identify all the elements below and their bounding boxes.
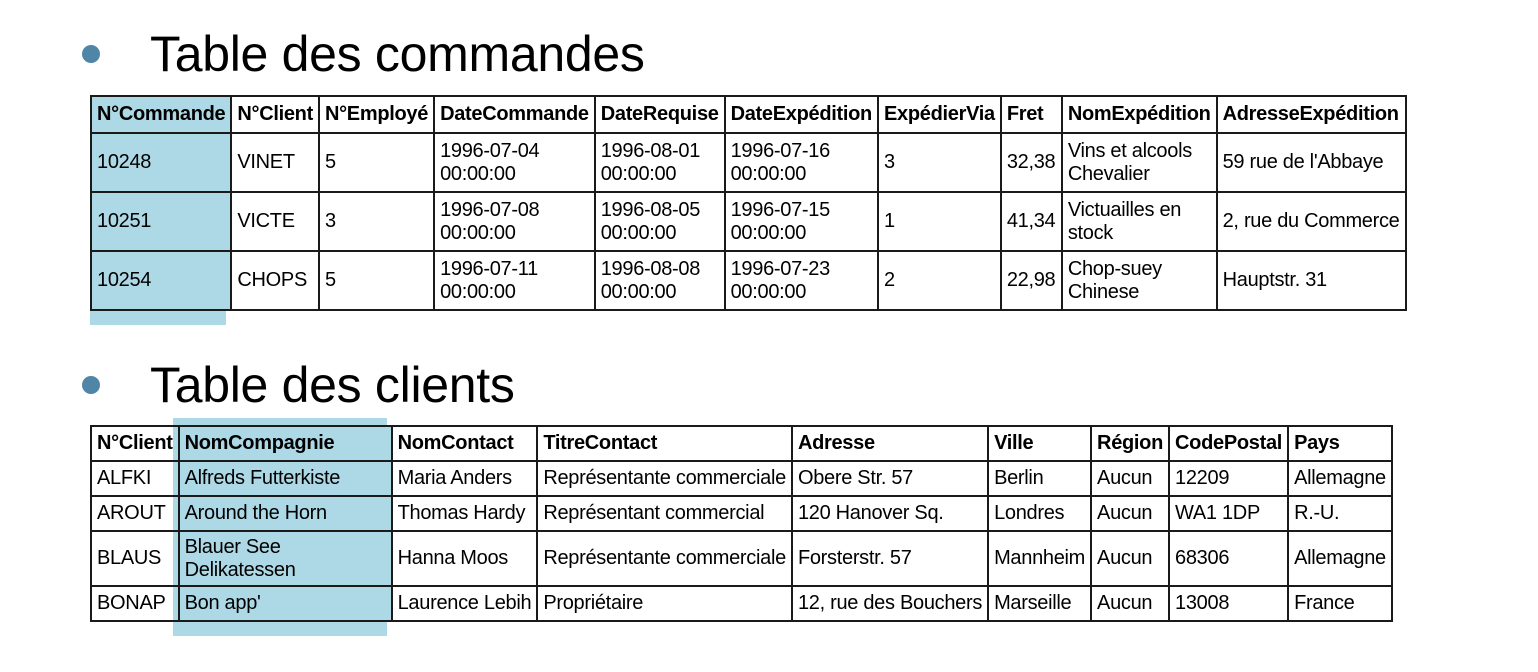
table-cell: 1996-08-05 00:00:00 (595, 192, 725, 251)
table-cell: WA1 1DP (1169, 496, 1288, 531)
column-header: N°Client (91, 426, 179, 461)
table-row (91, 531, 1392, 586)
column-header: DateCommande (434, 96, 595, 133)
table-cell: 12, rue des Bouchers (792, 586, 988, 621)
table-cell: Mannheim (988, 531, 1091, 586)
table-cell: 1996-07-16 00:00:00 (725, 133, 878, 192)
table-cell: Propriétaire (537, 586, 792, 621)
table-cell: Allemagne (1288, 461, 1392, 496)
column-header: TitreContact (537, 426, 792, 461)
table-cell: 32,38 (1001, 133, 1062, 192)
column-header: NomExpédition (1062, 96, 1217, 133)
column-header: DateRequise (595, 96, 725, 133)
table-cell: Hauptstr. 31 (1217, 251, 1406, 310)
table-cell: Aucun (1091, 461, 1169, 496)
clients-table-container (90, 425, 1393, 622)
table-cell: Bon app' (179, 586, 392, 621)
table-row (91, 192, 1406, 251)
table-cell: 41,34 (1001, 192, 1062, 251)
table-row (91, 461, 1392, 496)
table-cell: Thomas Hardy (392, 496, 538, 531)
table-cell: Forsterstr. 57 (792, 531, 988, 586)
table-cell: Représentant commercial (537, 496, 792, 531)
table-cell: 5 (319, 133, 434, 192)
orders-table (90, 95, 1407, 311)
table-cell: 68306 (1169, 531, 1288, 586)
table-cell: France (1288, 586, 1392, 621)
table-cell: 3 (319, 192, 434, 251)
table-row (91, 133, 1406, 192)
orders-header-row (91, 96, 1406, 133)
table-cell: Hanna Moos (392, 531, 538, 586)
column-header: NomCompagnie (179, 426, 392, 461)
column-header: N°Employé (319, 96, 434, 133)
table-row (91, 586, 1392, 621)
table-cell: 5 (319, 251, 434, 310)
column-header: N°Commande (91, 96, 231, 133)
table-cell: Chop-suey Chinese (1062, 251, 1217, 310)
column-header: Région (1091, 426, 1169, 461)
table-cell: R.-U. (1288, 496, 1392, 531)
table-cell: 10254 (91, 251, 231, 310)
table-cell: 2 (878, 251, 1001, 310)
table-cell: 1996-07-04 00:00:00 (434, 133, 595, 192)
table-cell: Londres (988, 496, 1091, 531)
table-cell: Allemagne (1288, 531, 1392, 586)
column-header: N°Client (231, 96, 319, 133)
table-cell: 2, rue du Commerce (1217, 192, 1406, 251)
table-cell: Aucun (1091, 531, 1169, 586)
table-cell: 1 (878, 192, 1001, 251)
table-cell: 1996-08-08 00:00:00 (595, 251, 725, 310)
bullet-icon (82, 45, 100, 63)
clients-heading (0, 353, 900, 417)
table-cell: Berlin (988, 461, 1091, 496)
column-header: Adresse (792, 426, 988, 461)
table-cell: 1996-07-15 00:00:00 (725, 192, 878, 251)
column-header: Fret (1001, 96, 1062, 133)
table-cell: 1996-07-23 00:00:00 (725, 251, 878, 310)
table-row (91, 251, 1406, 310)
table-cell: 1996-07-11 00:00:00 (434, 251, 595, 310)
table-cell: BONAP (91, 586, 179, 621)
table-cell: 13008 (1169, 586, 1288, 621)
table-cell: Représentante commerciale (537, 461, 792, 496)
table-cell: Around the Horn (179, 496, 392, 531)
table-cell: CHOPS (231, 251, 319, 310)
column-header: DateExpédition (725, 96, 878, 133)
orders-title: Table des commandes (150, 26, 645, 82)
table-cell: 59 rue de l'Abbaye (1217, 133, 1406, 192)
table-cell: Marseille (988, 586, 1091, 621)
table-cell: BLAUS (91, 531, 179, 586)
column-header: ExpédierVia (878, 96, 1001, 133)
table-cell: Laurence Lebih (392, 586, 538, 621)
table-cell: VICTE (231, 192, 319, 251)
orders-table-container (90, 95, 1407, 311)
column-header: CodePostal (1169, 426, 1288, 461)
table-cell: 22,98 (1001, 251, 1062, 310)
table-cell: 10251 (91, 192, 231, 251)
table-cell: Représentante commerciale (537, 531, 792, 586)
table-cell: Blauer See Delikatessen (179, 531, 392, 586)
table-cell: 10248 (91, 133, 231, 192)
column-header: Ville (988, 426, 1091, 461)
table-row (91, 496, 1392, 531)
clients-title: Table des clients (150, 357, 515, 413)
table-cell: 120 Hanover Sq. (792, 496, 988, 531)
table-cell: Aucun (1091, 586, 1169, 621)
table-cell: Aucun (1091, 496, 1169, 531)
orders-heading (0, 22, 900, 86)
table-cell: AROUT (91, 496, 179, 531)
table-cell: Maria Anders (392, 461, 538, 496)
table-cell: Vins et alcools Chevalier (1062, 133, 1217, 192)
table-cell: Obere Str. 57 (792, 461, 988, 496)
table-cell: Alfreds Futterkiste (179, 461, 392, 496)
table-cell: Victuailles en stock (1062, 192, 1217, 251)
table-cell: 1996-07-08 00:00:00 (434, 192, 595, 251)
clients-header-row (91, 426, 1392, 461)
column-header: NomContact (392, 426, 538, 461)
table-cell: VINET (231, 133, 319, 192)
column-header: AdresseExpédition (1217, 96, 1406, 133)
table-cell: 1996-08-01 00:00:00 (595, 133, 725, 192)
table-cell: 3 (878, 133, 1001, 192)
clients-table (90, 425, 1393, 622)
bullet-icon (82, 376, 100, 394)
table-cell: 12209 (1169, 461, 1288, 496)
table-cell: ALFKI (91, 461, 179, 496)
column-header: Pays (1288, 426, 1392, 461)
